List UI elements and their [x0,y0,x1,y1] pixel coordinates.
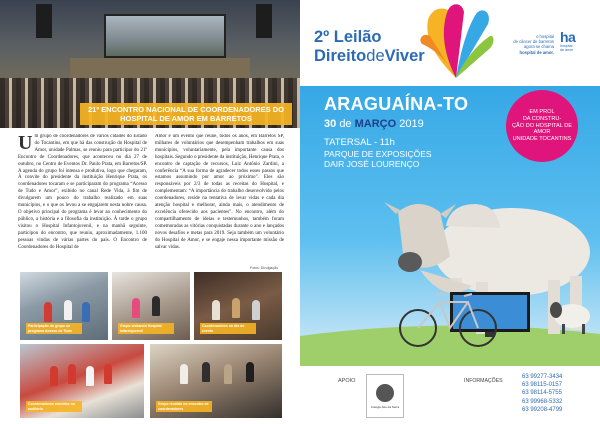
phone-number: 63 99968-5332 [522,398,563,405]
photo-credit: Fotos: Divulgação [250,266,279,270]
photo-group-meeting [150,344,282,418]
photo-caption: Grupo reunido no encontro de coordenadores [156,401,212,412]
person [252,300,260,320]
speaker-left [36,4,52,38]
article-text-2: Amor é um evento que reúne, todos os anos, em Barretos SP, milhares de voluntários que desempenham trabalhos em suas municípios, voluntariamente, pela importante causa dos hospitais. Segundo o presidente da instituição, Henrique Prata, o encontro de captação de recursos, Luiz Antônio Zardini, a conferência “A sua forma de agradecer todos esses passos que estamos assumindo por amor ao próximo”. Eles são responsáveis por 2/3 de todas as receitas do Hospital, e complementam: “A importância do trabalho desenvolvido pelos coordenadores, reside na tentativa de levar vidas e cada dia atenção hospital e melhorar, ainda mais, o atendimento de excelência oferecido aos pacientes”. No encontro, além do compartilhamento de ideias e testemunhos, também foram comemoradas as vitórias conquistadas durante o ano e lançados novos desafios e metas para 2019. Seja também um voluntário do Hospital de Amor, e se engaje nessa importante missão de salvar vidas. [155,134,284,250]
event-city: ARAGUAÍNA-TO [324,94,469,114]
article-column-2 [155,134,284,266]
event-date [324,117,424,131]
article-column-1 [18,134,147,266]
person [82,302,90,322]
badge-line: EM PROL [529,109,555,115]
person [50,366,58,386]
right-page [300,0,600,424]
person [202,362,210,382]
note-line: hospital de amor. [519,49,554,55]
photo-hospital-visit [112,272,190,340]
person [104,364,112,384]
speaker-right [256,4,272,38]
date-year: 2019 [399,118,424,130]
article-text-1: m grupo de coordenadores de vários cidades do Estado do Tocantins, em que há das construção do Hospital de Amor, unidade Palmas, se reuniu para participar do 21º Encontro de Coordenadores, que aconteceu no dia 27 de outubro, no Centro de Eventos Dr. Paulo Prata, em Barretos/SP. A agenda do grupo foi intensa e produtiva, logo que chegaram, À convite do presidente da instituição Henrique Prata, os coordenadores tocaram e se participaram do programa “Acesso de Tudo e Amor”, exibido no canal Rede Vida, à fim de divulgarem um pouco do trabalho realizado em suas municípios, e o que os levou a se engajarem nesta nobre causa. O objetivo principal do programa é levar ao conhecimento do público, a história e a filosofia da instituição. À tarde o grupo visitou o Hospital Infantojuvenil, e na manhã seguinte, participou do encontro, que reuniu, aproximadamente, 1.100 pessoas vindas de várias partes do país. O Encontro de Coordenadores do Hospital de [18,134,147,250]
person [132,298,140,318]
sponsor-logo [366,374,404,418]
photo-tv-program [20,272,108,340]
person [152,296,160,316]
person [86,366,94,386]
title-word-de: de [366,47,385,65]
person [246,362,254,382]
ha-logo-sub: hospital [560,44,573,48]
hero-photo-event-auditorium [0,0,300,128]
badge-line: UNIDADE TOCANTINS [512,136,572,143]
auction-items-scene [300,166,600,366]
date-day: 30 [324,118,337,130]
venue-line: TATERSAL - 11h [324,137,395,148]
badge-line: DA CONSTRU- [522,115,562,122]
event-title-line1: 2º Leilão [314,28,382,46]
note-line: agora se chama [523,44,554,50]
article-body [18,134,284,266]
event-title [314,28,464,66]
person [180,364,188,384]
info-label: INFORMAÇÕES [464,378,503,384]
title-word-viver: Viver [384,47,425,65]
ha-logo-mark: ha [560,29,576,45]
phone-number: 63 99277-3434 [522,374,563,380]
photo-caption: Coordenadores no dia do evento [200,323,256,334]
hospital-rename-note [496,34,554,55]
stage [70,58,250,80]
venue-line: DAIR JOSÉ LOURENÇO [324,159,420,169]
ha-logo-sub: de amor [560,48,574,53]
drop-cap: U [18,134,33,154]
phone-list [522,373,562,414]
person [44,302,52,322]
person [212,300,220,320]
photo-group-auditorium [20,344,144,418]
photo-caption: Participação do grupo no programa Acesso de Tudo [26,323,82,334]
photo-coordinators-event [194,272,282,340]
title-word-direito: Direito [314,47,367,65]
hospital-de-amor-logo [560,30,592,52]
sponsor-mark-icon [376,384,394,402]
person [232,298,240,318]
phone-number: 63 99208-4799 [522,406,563,413]
event-venue [324,138,432,170]
support-label: APOIO [338,378,356,384]
photo-caption: Coordenadores reunidos no auditório [26,401,82,412]
event-title-line2 [314,47,464,66]
phone-number: 63 98115-0157 [522,382,562,389]
cause-badge [506,90,578,162]
note-line: o hospital [536,34,554,39]
date-month: MARÇO [354,118,397,130]
photo-caption: Grupo visitando Hospital Infantojuvenil [118,323,174,334]
person [224,364,232,384]
person [64,300,72,320]
stage-screen [104,14,226,58]
date-de: de [339,118,352,130]
note-line: de câncer de barretos [513,39,554,45]
sponsor-name: Colégio Alto da Serra [370,404,400,409]
phone-number: 63 98114-5755 [522,390,562,397]
badge-line: ÇÃO DO HOSPITAL DE AMOR [512,122,572,136]
person [68,364,76,384]
hero-caption: 21º ENCONTRO NACIONAL DE COORDENADORES DO HOSPITAL DE AMOR EM BARRETOS [80,103,292,125]
venue-line: PARQUE DE EXPOSIÇÕES [324,148,432,159]
